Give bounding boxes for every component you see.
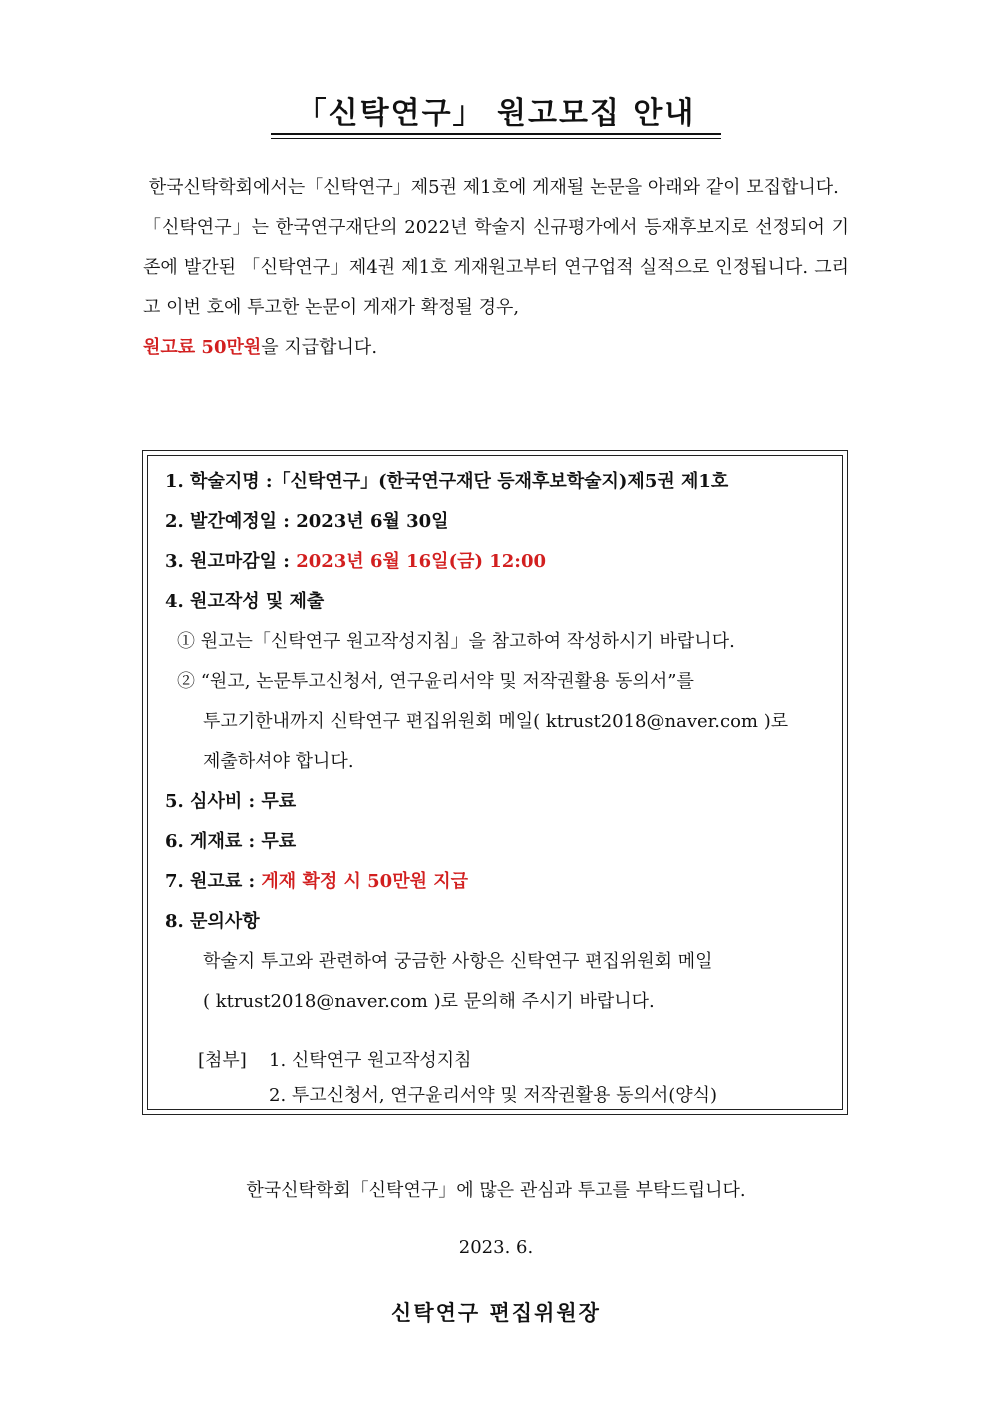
issue-date: 2023. 6. (458, 1237, 534, 1258)
item-label: 2. 발간예정일 : (165, 511, 290, 532)
item-review-fee: 5. 심사비 : 무료 (165, 791, 297, 812)
honorarium-value: 게재 확정 시 50만원 지급 (261, 871, 469, 892)
page-title: 「신탁연구」 원고모집 안내 (296, 96, 696, 131)
intro-paragraph-1 (143, 168, 849, 208)
closing-message: 한국신탁학회「신탁연구」에 많은 관심과 투고를 부탁드립니다. (246, 1180, 746, 1201)
intro-text-2: 「신탁연구」는 한국연구재단의 2022년 학술지 신규평가에서 등재후보지로 선정되어 기존에 발간된 「신탁연구」제4권 제1호 게재원고부터 연구업적 실적으로 인정됩니다. 그리고 이번 호에 투고한 논문이 게재가 확정될 경우, (143, 217, 849, 318)
submission-guideline: ① 원고는「신탁연구 원고작성지침」을 참고하여 작성하시기 바랍니다. (177, 631, 735, 652)
attachment-2: 2. 투고신청서, 연구윤리서약 및 저작권활용 동의서(양식) (269, 1085, 718, 1106)
item-submission: 4. 원고작성 및 제출 (165, 591, 325, 612)
fee-highlight: 원고료 50만원 (143, 337, 262, 358)
title-underline (271, 133, 721, 135)
item-journal-name (165, 467, 728, 493)
attachment-1: 1. 신탁연구 원고작성지침 (269, 1050, 472, 1071)
title-underline-thin (271, 138, 721, 139)
intro-paragraph-2 (143, 208, 849, 368)
submission-documents: ② “원고, 논문투고신청서, 연구윤리서약 및 저작권활용 동의서”를 (177, 671, 694, 692)
item-deadline (165, 547, 546, 573)
intro-section (143, 168, 849, 368)
intro-text-1: 한국신탁학회에서는「신탁연구」제5권 제1호에 게재될 논문을 아래와 같이 모집합니다. (148, 177, 839, 198)
deadline-value: 2023년 6월 16일(금) 12:00 (296, 551, 547, 572)
item-inquiry: 8. 문의사항 (165, 911, 260, 932)
item-publish-date (165, 507, 449, 533)
item-value: 2023년 6월 30일 (296, 511, 449, 532)
item-label: 1. 학술지명 : (165, 471, 273, 492)
signature: 신탁연구 편집위원장 (391, 1300, 601, 1325)
item-value: 「신탁연구」(한국연구재단 등재후보학술지)제5권 제1호 (272, 471, 729, 492)
inquiry-text-1: 학술지 투고와 관련하여 궁금한 사항은 신탁연구 편집위원회 메일 (203, 951, 713, 972)
submission-email: 투고기한내까지 신탁연구 편집위원회 메일( ktrust2018@naver.com )로 (203, 711, 789, 732)
item-honorarium (165, 867, 468, 893)
inquiry-text-2: ( ktrust2018@naver.com )로 문의해 주시기 바랍니다. (203, 991, 655, 1012)
intro-text-2-end: 을 지급합니다. (261, 337, 378, 358)
submission-note: 제출하셔야 합니다. (203, 751, 354, 772)
attachment-label: [첨부] (198, 1050, 247, 1071)
item-label: 3. 원고마감일 : (165, 551, 290, 572)
item-publication-fee: 6. 게재료 : 무료 (165, 831, 297, 852)
item-label: 7. 원고료 : (165, 871, 256, 892)
details-box (142, 450, 848, 1115)
